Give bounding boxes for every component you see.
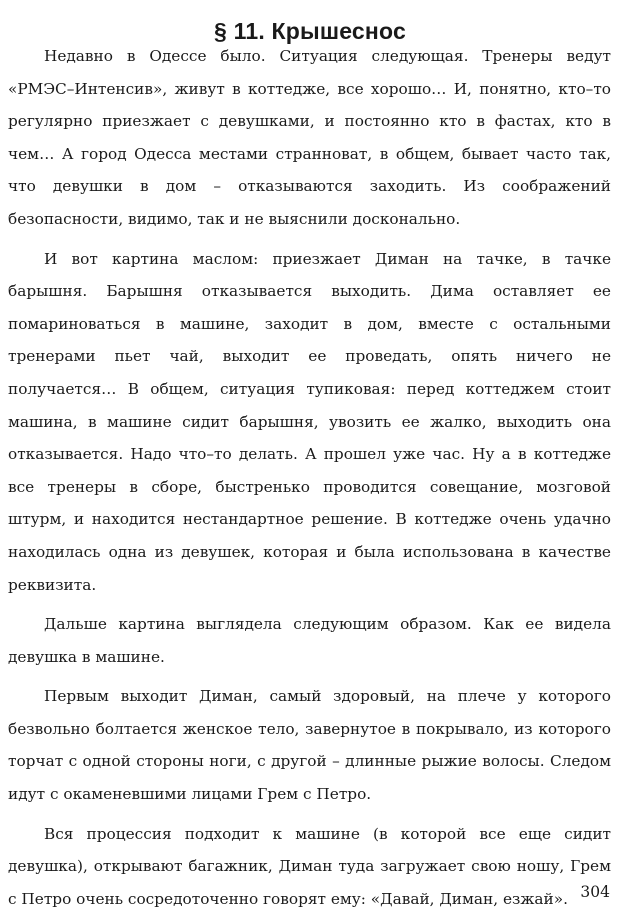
paragraph-5: Вся процессия подходит к машине (в которой все еще сидит девушка), открывают багажник, Диман туда загружает свою ношу, Грем с Петро очень сосредоточенно говорят ему: «Давай, Диман, езжай».	[8, 824, 611, 908]
section-heading: § 11. Крышеснос	[214, 18, 406, 45]
paragraph-2: И вот картина маслом: приезжает Диман на тачке, в тачке барышня. Барышня отказывается выходить. Дима оставляет ее помариноваться в машине, заходит в дом, вместе с остальными тренерами пьет чай, выходит ее проведать, опять ничего не получается… В общем, ситуация тупиковая: перед коттеджем стоит машина, в машине сидит барышня, увозить ее жалко, выходить она отказывается. Надо что–то делать. А прошел уже час. Ну а в коттедже все тренеры в сборе, быстренько проводится совещание, мозговой штурм, и находится нестандартное решение. В коттедже очень удачно находилась одна из девушек, которая и была использована в качестве реквизита.	[8, 249, 611, 594]
body-text	[8, 40, 611, 922]
paragraph-1: Недавно в Одессе было. Ситуация следующая. Тренеры ведут «РМЭС–Интенсив», живут в коттедже, все хорошо… И, понятно, кто–то регулярно приезжает с девушками, и постоянно кто в фастах, кто в чем… А город Одесса местами странноват, в общем, бывает часто так, что девушки в дом – отказываются заходить. Из соображений безопасности, видимо, так и не выяснили досконально.	[8, 47, 611, 228]
paragraph-4: Первым выходит Диман, самый здоровый, на плече у которого безвольно болтается женское тело, завернутое в покрывало, из которого торчат с одной стороны ноги, с другой – длинные рыжие волосы. Следом идут с окаменевшими лицами Грем с Петро.	[8, 687, 611, 804]
paragraph-3: Дальше картина выглядела следующим образом. Как ее видела девушка в машине.	[8, 615, 611, 666]
page-number: 304	[580, 883, 610, 901]
